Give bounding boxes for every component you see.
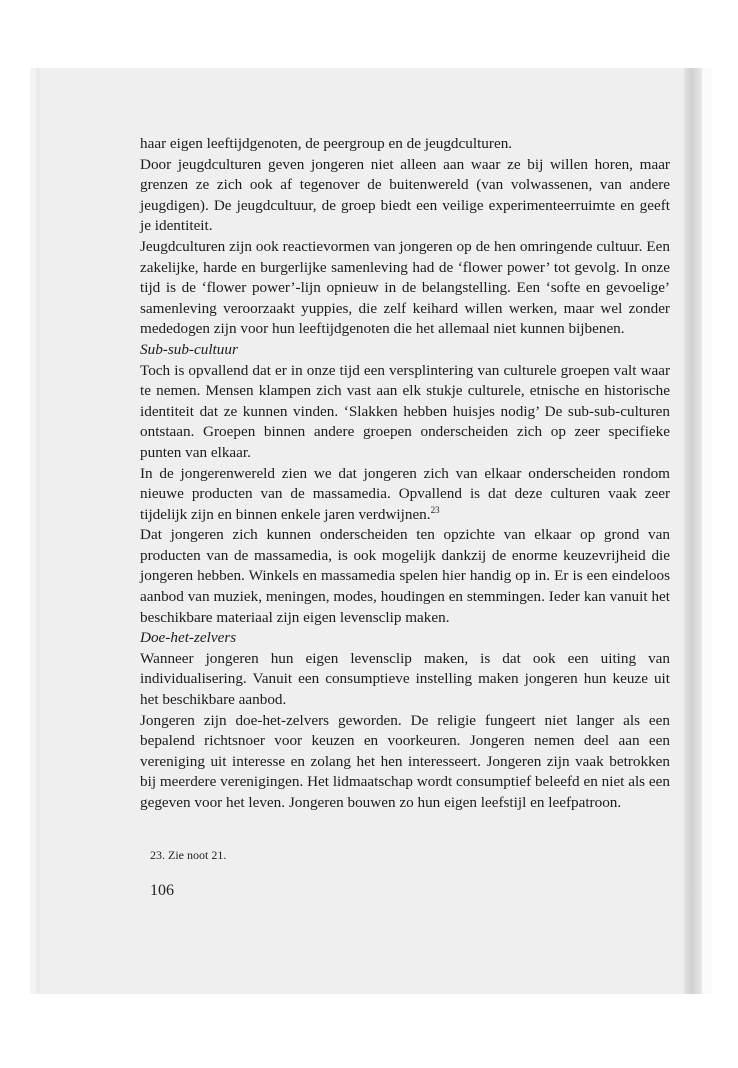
section-heading: Sub-sub-cultuur: [140, 340, 238, 358]
footnote: 23. Zie noot 21.: [150, 848, 227, 862]
paragraph: Dat jongeren zich kunnen onderscheiden ten opzichte van elkaar op grond van producten van de massamedia, is ook mogelijk dankzij de enorme keuzevrijheid die jongeren hebben. Winkels en massamedia spelen hier handig op in. Er is een eindeloos aanbod van muziek, meningen, modes, houdingen en stemmingen. Ieder kan vanuit het beschikbare materiaal zijn eigen levensclip maken.: [140, 526, 670, 626]
paragraph-text: In de jongerenwereld zien we dat jongeren zich van elkaar onderscheiden rondom nieuwe producten van de massamedia. Opvallend is dat deze culturen vaak zeer tijdelijk zijn en binnen enkele jaren verdwijnen.: [140, 464, 670, 523]
book-spine: [684, 68, 702, 994]
paragraph: Toch is opvallend dat er in onze tijd een versplintering van culturele groepen valt waar te nemen. Mensen klampen zich vast aan elk stukje culturele, etnische en historische identiteit dat ze kunnen vinden. ‘Slakken hebben huisjes nodig’ De sub-sub-culturen ontstaan. Groepen binnen andere groepen onderscheiden zich op zeer specifieke punten van elkaar.: [140, 361, 670, 461]
page-right-edge: [702, 68, 712, 994]
paragraph: Wanneer jongeren hun eigen levensclip maken, is dat ook een uiting van individualisering. Vanuit een consumptieve instelling maken jongeren hun keuze uit het beschikbare aanbod.: [140, 649, 670, 709]
paragraph: haar eigen leeftijdgenoten, de peergroup en de jeugdculturen.: [140, 135, 513, 152]
page-number: 106: [150, 882, 174, 899]
paragraph: Jeugdculturen zijn ook reactievormen van jongeren op de hen omringende cultuur. Een zakelijke, harde en burgerlijke samenleving had de ‘flower power’ tot gevolg. In onze tijd is de ‘flower power’-lijn opnieuw in de belangstelling. Een ‘softe en gevoelige’ samenleving veroorzaakt yuppies, die zelf keihard willen werken, maar wel zonder mededogen zijn voor hun leeftijdgenoten die het allemaal niet kunnen bijbenen.: [140, 237, 670, 338]
paragraph: Door jeugdculturen geven jongeren niet alleen aan waar ze bij willen horen, maar grenzen ze zich ook af tegenover de buitenwereld (van volwassenen, van andere jeugdigen). De jeugdcultuur, de groep biedt een veilige experimenteerruimte en geeft je identiteit.: [140, 155, 670, 235]
body-text: [140, 134, 670, 814]
paragraph: Jongeren zijn doe-het-zelvers geworden. De religie fungeert niet langer als een bepalend richtsnoer voor keuzen en voorkeuren. Jongeren nemen deel aan een vereniging uit interesse en zolang het hen interesseert. Jongeren zijn vaak betrokken bij meerdere verenigingen. Het lidmaatschap wordt consumptief beleefd en niet als een gegeven voor het leven. Jongeren bouwen zo hun eigen leefstijl en leefpatroon.: [140, 711, 670, 811]
section-heading: Doe-het-zelvers: [140, 629, 237, 647]
footnote-reference: 23: [430, 504, 440, 515]
paragraph: [140, 464, 670, 526]
